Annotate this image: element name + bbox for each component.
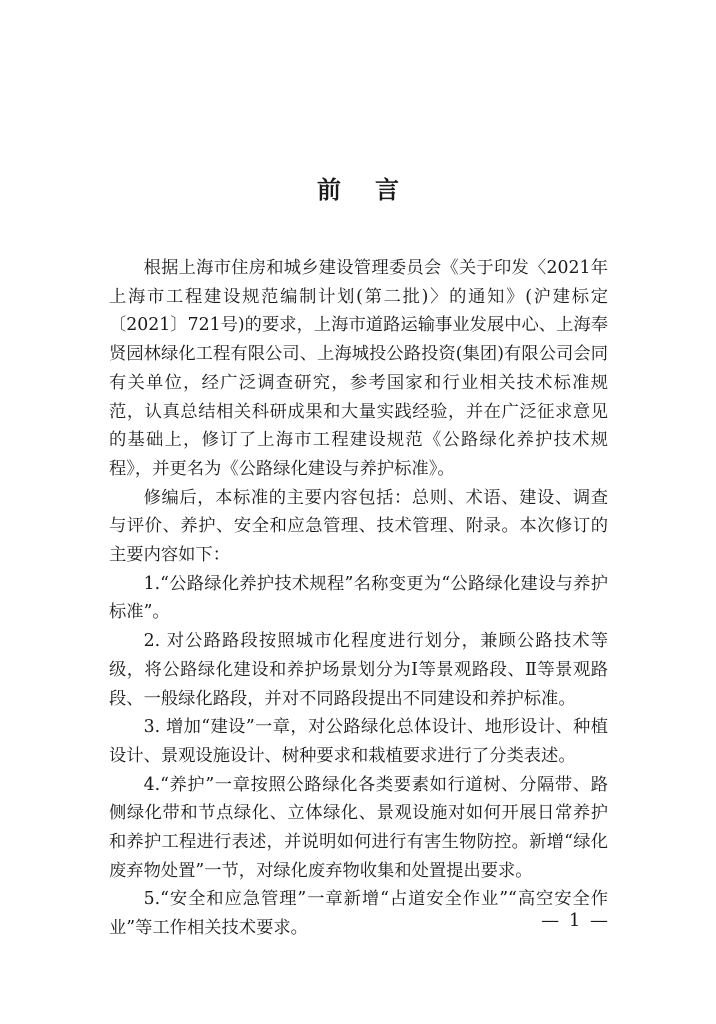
paragraph-item-3: 3. 增加“建设”一章，对公路绿化总体设计、地形设计、种植设计、景观设施设计、树种要求和栽植要求进行了分类表述。 bbox=[109, 717, 608, 766]
page-title: 前言 bbox=[317, 176, 433, 204]
paragraph-item-1: 1.“公路绿化养护技术规程”名称变更为“公路绿化建设与养护标准”。 bbox=[109, 573, 608, 623]
paragraph-summary: 修编后，本标准的主要内容包括：总则、术语、建设、调查与评价、养护、安全和应急管理、技术管理、附录。本次修订的主要内容如下： bbox=[109, 487, 608, 566]
page-number: — 1 — bbox=[541, 910, 610, 931]
paragraph-item-5: 5.“安全和应急管理”一章新增“占道安全作业”“高空安全作业”等工作相关技术要求。 bbox=[109, 889, 608, 939]
paragraph-item-4: 4.“养护”一章按照公路绿化各类要素如行道树、分隔带、路侧绿化带和节点绿化、立体绿化、景观设施对如何开展日常养护和养护工程进行表述，并说明如何进行有害生物防控。新增“绿化废弃物处置”一节，对绿化废弃物收集和处置提出要求。 bbox=[109, 774, 608, 881]
body-text bbox=[109, 254, 608, 943]
paragraph-item-2: 2. 对公路路段按照城市化程度进行划分，兼顾公路技术等级，将公路绿化建设和养护场景划分为Ⅰ等景观路段、Ⅱ等景观路段、一般绿化路段，并对不同路段提出不同建设和养护标准。 bbox=[109, 631, 608, 709]
paragraph-intro: 根据上海市住房和城乡建设管理委员会《关于印发〈2021年上海市工程建设规范编制计划(第二批)〉的通知》(沪建标定〔2021〕721号)的要求，上海市道路运输事业发展中心、上海奉贤园林绿化工程有限公司、上海城投公路投资(集团)有限公司会同有关单位，经广泛调查研究，参考国家和行业相关技术标准规范，认真总结相关科研成果和大量实践经验，并在广泛征求意见的基础上，修订了上海市工程建设规范《公路绿化养护技术规程》，并更名为《公路绿化建设与养护标准》。 bbox=[109, 258, 608, 479]
